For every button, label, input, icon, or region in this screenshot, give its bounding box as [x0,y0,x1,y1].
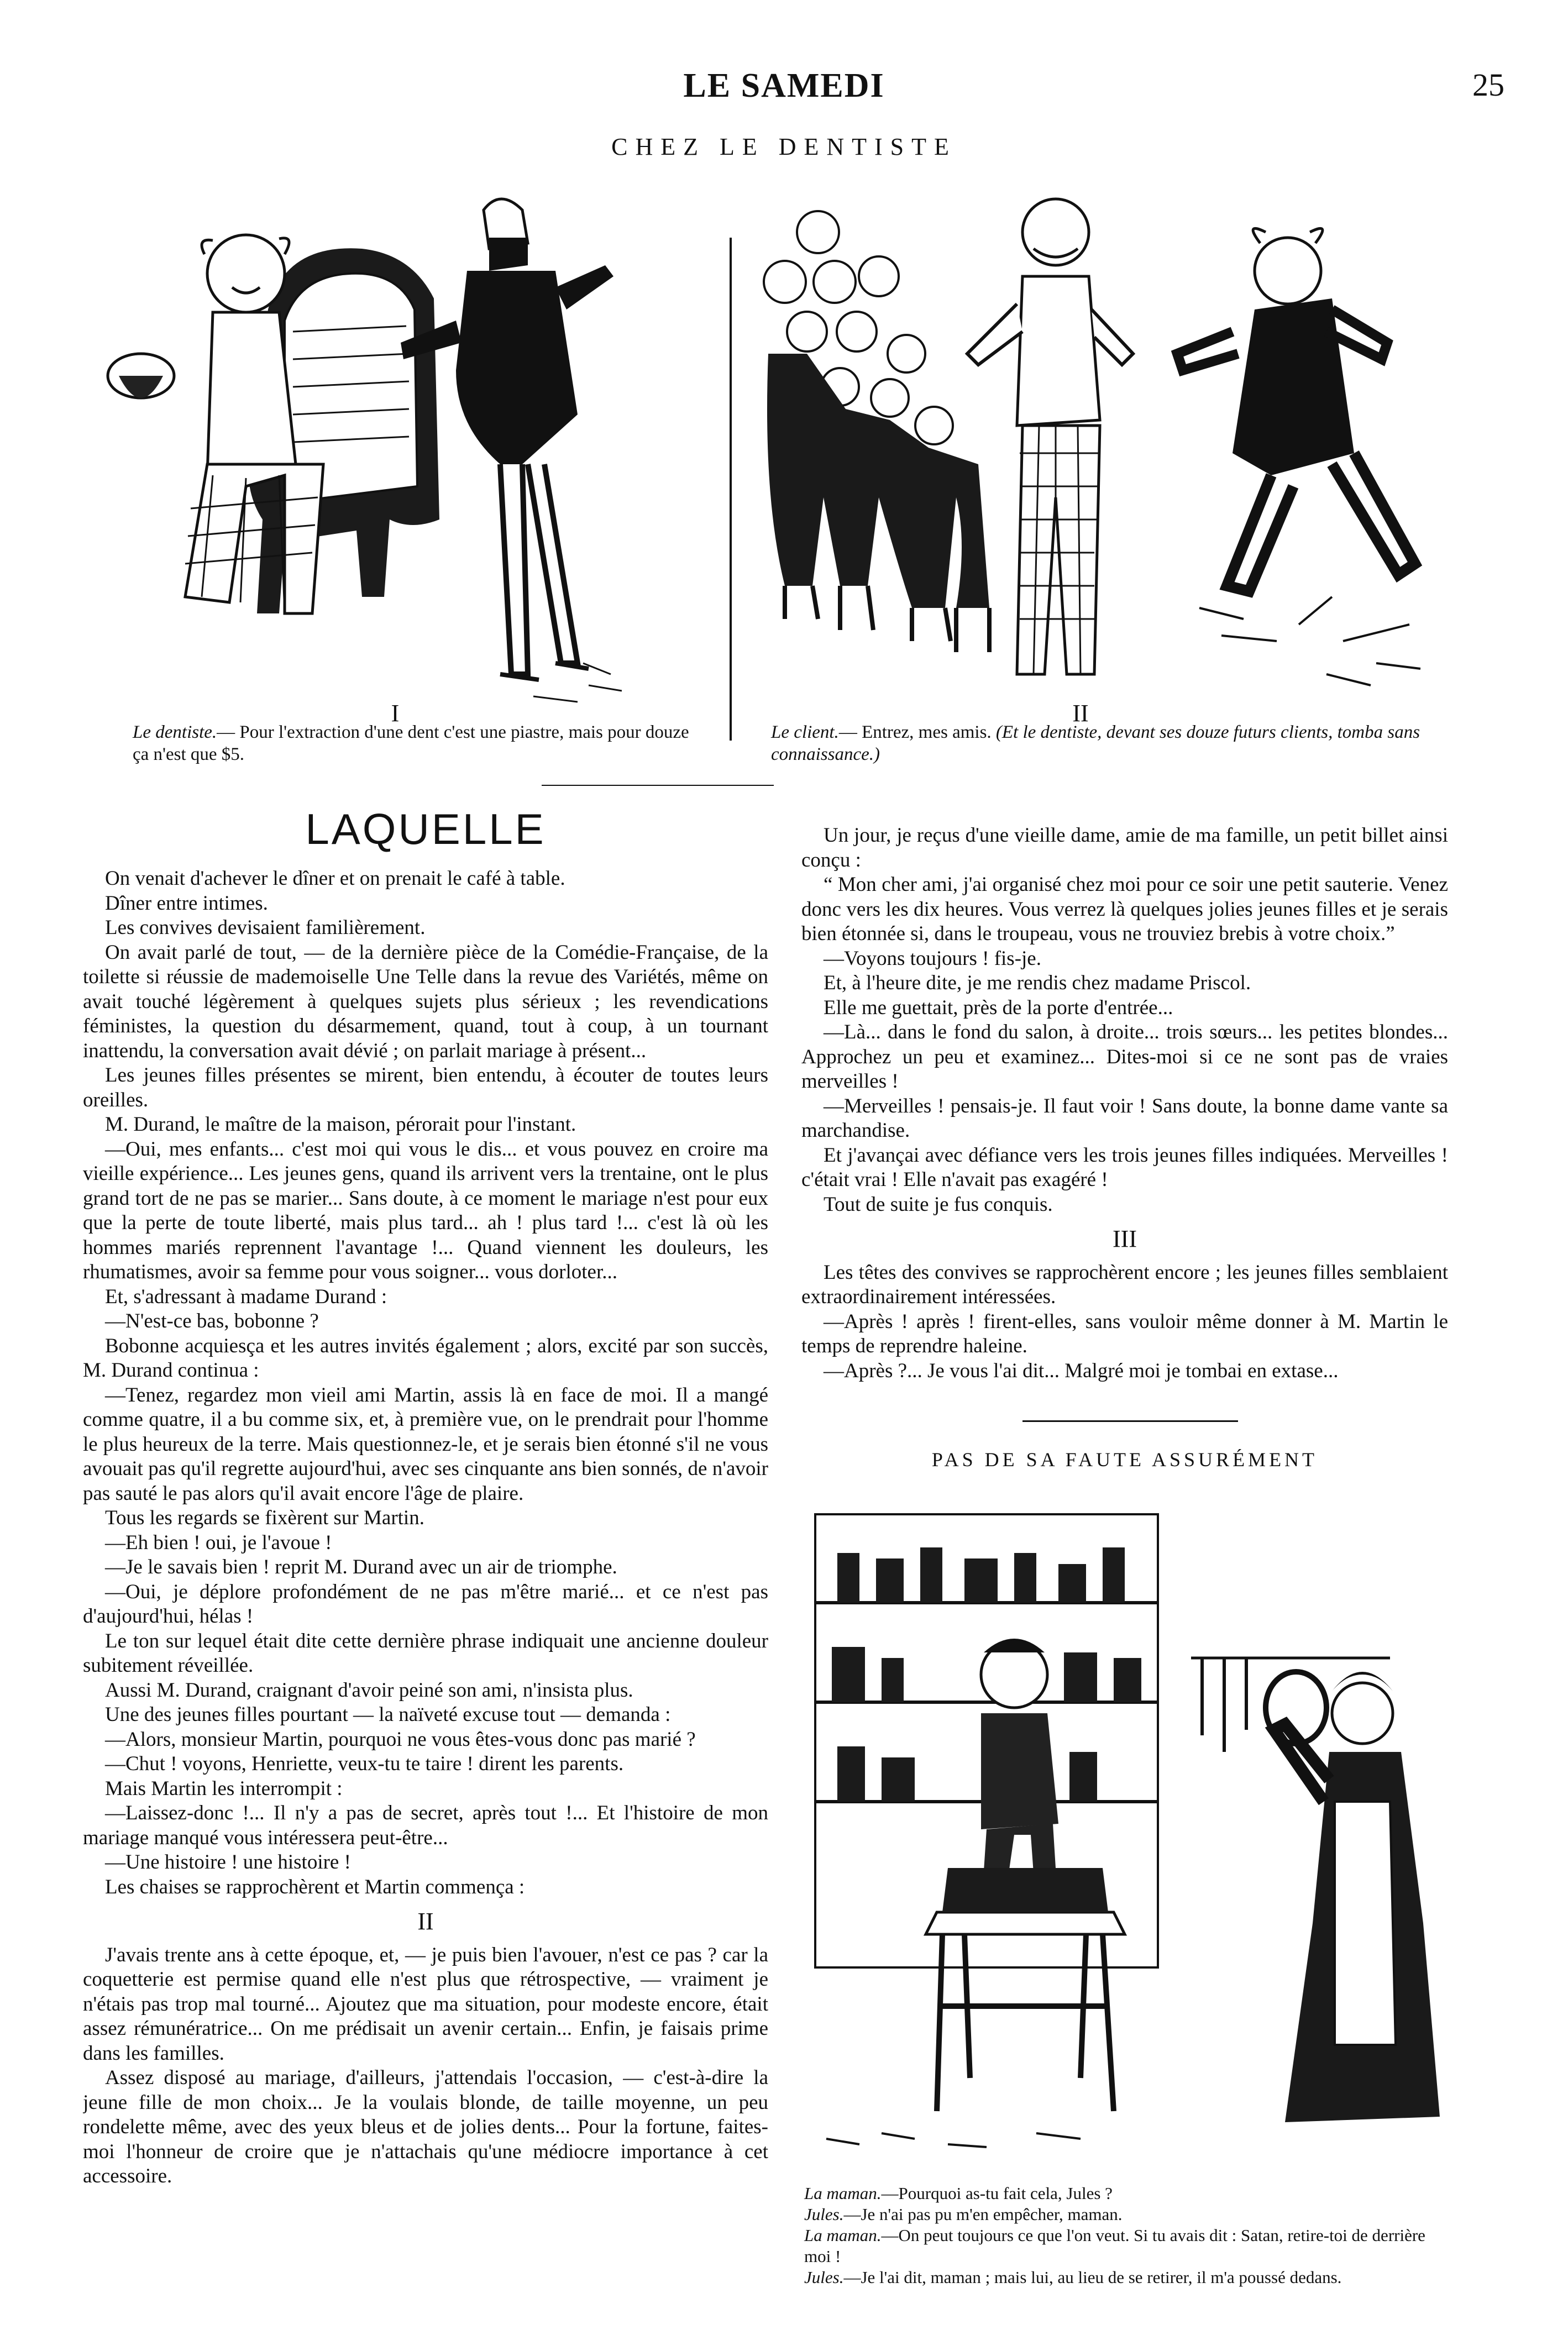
left-column [83,867,768,2276]
caption-line [804,2267,1448,2288]
section-numeral-2: II [417,1908,434,1935]
article-title: LAQUELLE [305,805,546,853]
paragraph: Les chaises se rapprochèrent et Martin commença : [105,1875,525,1898]
paragraph: —Chut ! voyons, Henriette, veux-tu te taire ! dirent les parents. [105,1752,624,1775]
caption-right-text: — Entrez, mes amis. [838,722,992,742]
masthead: LE SAMEDI [683,67,885,104]
caption-speaker: Jules. [804,2268,844,2287]
paragraph: Bobonne acquiesça et les autres invités également ; alors, excité par son succès, M. Durand continua : [83,1334,768,1382]
paragraph: On avait parlé de tout, — de la dernière pièce de la Comédie-Française, de la toilette si réussie de mademoiselle Une Telle dans la revue des Variétés, même on avait touché légèrement à quelques sujets plus sérieux ; les revendications féministes, la question du désarmement, quand, tout à coup, à un tournant inattendu, la conversation avait dévié ; on parlait mariage à présent... [83,941,768,1062]
figure-numeral-right: II [1072,700,1089,727]
kitchen-illustration [804,1492,1445,2161]
caption-left-text: — Pour l'extraction d'une dent c'est une piastre, mais pour douze ça n'est que $5. [133,722,689,764]
paragraph: Les têtes des convives se rapprochèrent encore ; les jeunes filles semblaient extraordinairement intéressées. [801,1261,1448,1308]
paragraph: —Oui, mes enfants... c'est moi qui vous le dis... et vous pouvez en croire ma vieille expérience... Les jeunes gens, quand ils arrivent vers la trentaine, ont le plus grand tort de ne pas se marier... Sans doute, à ce moment le mariage n'est pour eux que la perte de toute liberté, mais plus tard... ah ! plus tard !... c'est là où les hommes mariés reprennent l'avantage !... Quand viennent les douleurs, les rhumatismes, avoir sa femme pour vous soigner... vous dorloter... [83,1137,768,1283]
paragraph: Et, à l'heure dite, je me rendis chez madame Priscol. [824,972,1251,994]
paragraph: —Je le savais bien ! reprit M. Durand avec un air de triomphe. [105,1556,617,1578]
caption-left-speaker: Le dentiste. [133,722,217,742]
paragraph: Dîner entre intimes. [105,891,268,915]
clients-drawing [746,188,1443,718]
caption-line [804,2204,1448,2225]
paragraph: M. Durand, le maître de la maison, pérorait pour l'instant. [105,1113,576,1136]
caption-line [804,2225,1448,2267]
caption-text: —Pourquoi as-tu fait cela, Jules ? [881,2184,1113,2203]
caption-speaker: La maman. [804,2226,882,2245]
paragraph: —Laissez-donc !... Il n'y a pas de secret, après tout !... Et l'histoire de mon mariage manqué vous intéressera peut-être... [83,1802,768,1849]
section-numeral-3: III [1113,1225,1137,1252]
paragraph: Elle me guettait, près de la porte d'entrée... [824,996,1173,1019]
paragraph: “ Mon cher ami, j'ai organisé chez moi pour ce soir une petit sauterie. Venez donc vers les dix heures. Vous verrez là quelques jolies jeunes filles et je serais bien étonnée si, dans le troupeau, vous ne trouviez brebis à votre choix.” [801,873,1448,945]
bottom-caption [804,2183,1448,2288]
figure-title: PAS DE SA FAUTE ASSURÉMENT [931,1449,1318,1471]
paragraph: J'avais trente ans à cette époque, et, — je puis bien l'avouer, n'est ce pas ? car la coquetterie est permise quand elle n'est plus que rétrospective, — vraiment je n'étais pas trop mal tourné... Ajoutez que ma situation, pour modeste encore, était assez rémunératrice... On me prédisait un avenir certain... Enfin, je faisais prime dans les familles. [83,1943,768,2065]
paragraph: —Après ?... Je vous l'ai dit... Malgré moi je tombai en extase... [824,1359,1339,1382]
paragraph: Les jeunes filles présentes se mirent, bien entendu, à écouter de toutes leurs oreilles. [83,1064,768,1111]
paragraph: Une des jeunes filles pourtant — la naïveté excuse tout — demanda : [105,1703,671,1726]
paragraph: —Oui, je déplore profondément de ne pas m'être marié... et ce n'est pas d'aujourd'hui, hélas ! [83,1580,768,1628]
caption-text: —Je l'ai dit, maman ; mais lui, au lieu de se retirer, il m'a poussé dedans. [843,2268,1342,2287]
paragraph: Assez disposé au mariage, d'ailleurs, j'attendais l'occasion, — c'est-à-dire la jeune fille de mon choix... Je la voulais blonde, de taille moyenne, un peu rondelette même, avec des yeux bleus et de jolies dents... Pour la fortune, faites-moi l'honneur de croire que je n'attachais qu'une médiocre importance à cet accessoire. [83,2066,768,2187]
kitchen-drawing [804,1492,1445,2161]
figure-numeral-left: I [391,700,400,727]
paragraph: Les convives devisaient familièrement. [105,916,426,939]
page-number: 25 [1472,67,1504,103]
paragraph: Et j'avançai avec défiance vers les trois jeunes filles indiquées. Merveilles ! c'était vrai ! Elle n'avait pas exagéré ! [801,1143,1448,1191]
paragraph: —Voyons toujours ! fis-je. [824,947,1041,970]
paragraph: —Merveilles ! pensais-je. Il faut voir ! Sans doute, la bonne dame vante sa marchandise. [801,1094,1448,1142]
caption-speaker: La maman. [804,2184,882,2203]
paragraph: —Une histoire ! une histoire ! [105,1851,351,1874]
caption-left [133,721,707,765]
paragraph: Le ton sur lequel était dite cette dernière phrase indiquait une ancienne douleur subitement réveillée. [83,1629,768,1677]
paragraph: —Après ! après ! firent-elles, sans vouloir même donner à M. Martin le temps de reprendre haleine. [801,1310,1448,1357]
paragraph: Aussi M. Durand, craignant d'avoir peiné son ami, n'insista plus. [105,1678,633,1702]
paragraph: Et, s'adressant à madame Durand : [105,1285,387,1308]
paragraph: —Là... dans le fond du salon, à droite... trois sœurs... les petites blondes... Approchez un peu et examinez... Dites-moi si ce ne sont pas de vraies merveilles ! [801,1021,1448,1093]
right-column [801,823,1448,1409]
paragraph: —Alors, monsieur Martin, pourquoi ne vous êtes-vous donc pas marié ? [105,1728,696,1751]
paragraph: Tous les regards se fixèrent sur Martin. [105,1507,424,1529]
caption-right [771,721,1434,765]
paragraph: —Eh bien ! oui, je l'avoue ! [105,1531,332,1554]
paragraph: On venait d'achever le dîner et on prenait le café à table. [105,867,565,890]
figure-divider [730,238,732,741]
paragraph: —Tenez, regardez mon vieil ami Martin, assis là en face de moi. Il a mangé comme quatre, il a bu comme six, et, à première vue, on le prendrait pour l'homme le plus heureux de la terre. Mais questionnez-le, et je serais bien étonné s'il ne vous avouait pas qu'il regrette aujourd'hui, avec ses cinquante ans bien sonnés, de n'avoir pas sauté le pas alors qu'il avait encore l'âge de plaire. [83,1383,768,1505]
end-rule [1022,1420,1238,1422]
dentist-illustration [102,177,721,707]
paragraph: Mais Martin les interrompit : [105,1777,343,1800]
caption-line [804,2183,1448,2204]
cartoon-title: CHEZ LE DENTISTE [611,133,957,160]
caption-text: —Je n'ai pas pu m'en empêcher, maman. [843,2205,1123,2224]
paragraph: Tout de suite je fus conquis. [824,1193,1053,1216]
clients-illustration [746,188,1443,718]
caption-right-italic: (Et le dentiste, devant ses douze futurs clients, tomba sans connaissance.) [771,722,1420,764]
caption-text: —On peut toujours ce que l'on veut. Si tu avais dit : Satan, retire-toi de derrière moi ! [804,2226,1425,2266]
caption-right-speaker: Le client. [771,722,839,742]
caption-speaker: Jules. [804,2205,844,2224]
paragraph: —N'est-ce bas, bobonne ? [105,1310,319,1332]
dentist-drawing [102,177,721,707]
separator-line [542,785,774,786]
paragraph: Un jour, je reçus d'une vieille dame, amie de ma famille, un petit billet ainsi conçu : [801,824,1448,872]
